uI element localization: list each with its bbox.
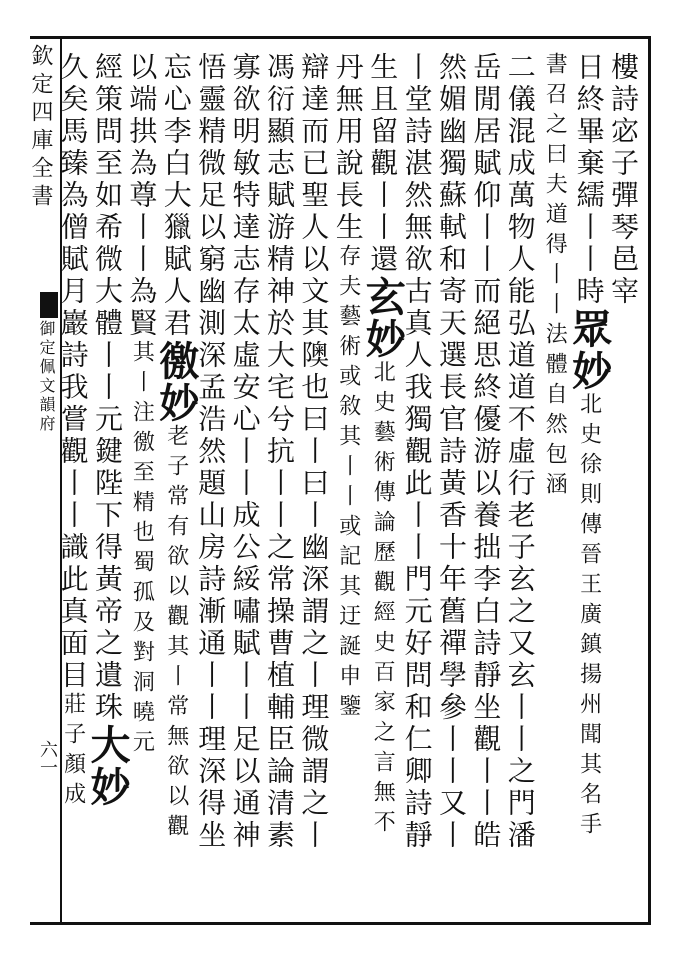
text-column xyxy=(503,52,537,922)
entry-heading: 大妙 xyxy=(84,724,131,808)
entry-heading: 徼妙 xyxy=(152,340,200,424)
entry-heading: 玄妙 xyxy=(359,276,407,360)
book-name: 御定佩文韻府 xyxy=(37,320,56,434)
top-border xyxy=(30,36,650,39)
text-column xyxy=(84,52,131,922)
column-text: 久矣馬臻為僧賦月巖詩我嘗觀丨丨識此真面目 xyxy=(56,52,90,692)
text-column xyxy=(193,52,227,922)
text-column xyxy=(359,52,407,922)
column-text: 生且留觀丨丨還 xyxy=(366,52,400,276)
text-column xyxy=(565,52,613,922)
text-column xyxy=(537,52,571,922)
annotation-text: 書召之曰夫道得丨丨法體自然包涵 xyxy=(542,52,568,502)
text-column xyxy=(468,52,502,922)
right-border xyxy=(648,36,651,925)
text-column xyxy=(152,52,200,922)
text-column xyxy=(56,52,90,922)
annotation-text: 北史藝術傳論歷觀經史百家之言無不 xyxy=(370,360,396,840)
annotation-text: 老子常有欲以觀其丨常無欲以觀 xyxy=(163,424,189,844)
column-text: 樓詩宓子彈琴邑宰 xyxy=(607,52,640,308)
text-column xyxy=(400,52,434,922)
text-column xyxy=(262,52,296,922)
bottom-border xyxy=(30,922,650,925)
column-text: 二儀混成萬物人能弘道道不虛行老子玄之又玄丨丨之門潘 xyxy=(503,52,537,852)
column-text: 丨堂詩湛然無欲古真人我獨觀此丨丨門元好問和仁卿詩靜 xyxy=(400,52,434,852)
text-column xyxy=(228,52,262,922)
annotation-text: 存夫藝術或敘其丨丨或記其迂誕申鑒 xyxy=(335,244,361,724)
column-text: 日終畢棄繻丨丨時 xyxy=(572,52,606,308)
annotation-text: 其丨注徼至精也蜀孤及對洞曉元 xyxy=(129,340,155,760)
annotation-text: 莊子顏成 xyxy=(60,692,86,812)
column-text: 然媚幽獨蘇軾和寄天選長官詩黃香十年舊禪學參丨丨又丨 xyxy=(435,52,468,852)
column-text: 經策問至如希微大體丨丨元鍵陛下得黃帝之遺珠 xyxy=(91,52,124,724)
page-number: 六一 xyxy=(37,740,58,776)
column-text: 忘心李白大獵賦人君 xyxy=(159,52,193,340)
text-column xyxy=(296,52,330,922)
column-text: 寡欲明敏特達志存太虛安心丨丨成公綏嘯賦丨丨足以通神 xyxy=(228,52,262,852)
text-column xyxy=(434,52,468,922)
text-column xyxy=(606,52,640,922)
column-text: 以端拱為尊丨丨為賢 xyxy=(125,52,159,340)
annotation-text: 北史徐則傳晉王廣鎮揚州聞其名手 xyxy=(576,392,602,842)
column-text: 岳閒居賦仰丨丨而絕思終優游以養拙李白詩靜坐觀丨丨皓 xyxy=(469,52,503,852)
column-text: 辯達而已聖人以文其隩也曰丨曰丨幽深謂之丨理微謂之丨 xyxy=(297,52,331,852)
column-text: 馮衍顯志賦游精神於大宅兮抗丨丨之常操曹植輔臣論清素 xyxy=(263,52,296,852)
book-title-fragment: 欽定四庫全書 xyxy=(28,44,53,212)
text-column xyxy=(331,52,365,922)
column-text: 丹無用說長生 xyxy=(331,52,365,244)
entry-heading: 眾妙 xyxy=(565,308,613,392)
column-text: 悟靈精微足以窮幽測深孟浩然題山房詩漸通丨丨理深得坐 xyxy=(194,52,228,852)
